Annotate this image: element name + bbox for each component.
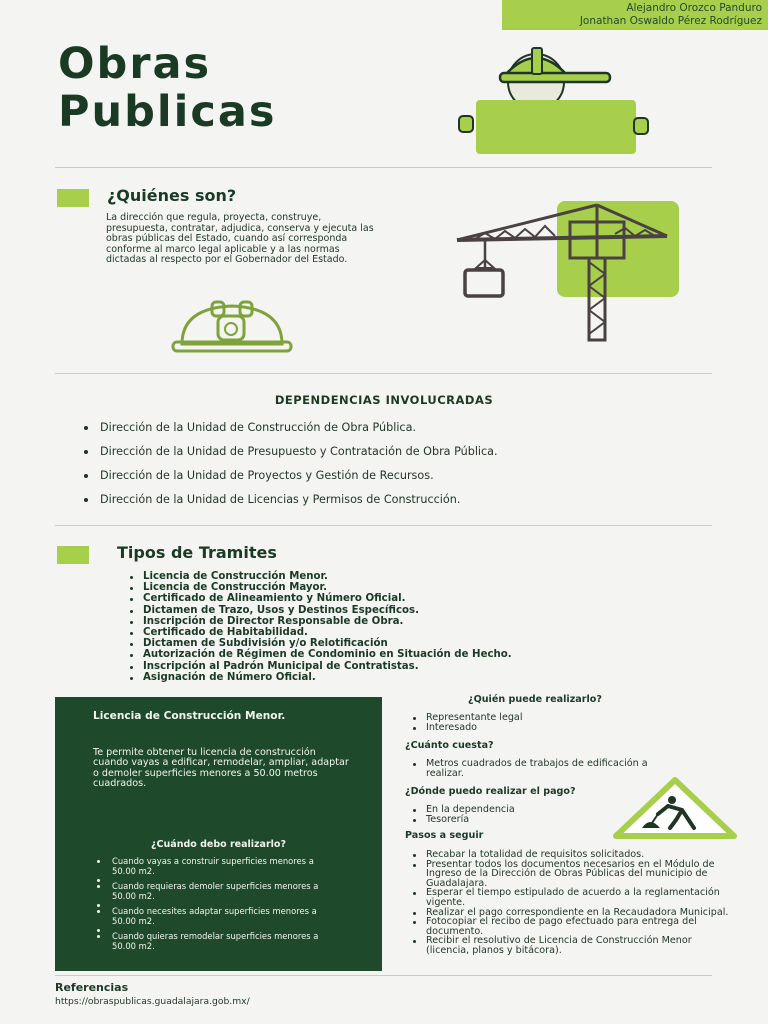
divider: [55, 373, 712, 374]
quienes-text: La dirección que regula, proyecta, construye, presupuesta, contratar, adjudica, conserva y ejecuta las obras públicas del Estado, cuando así corresponda conforme al marco legal aplicable y a las normas dictadas al respecto por el Gobernador del Estado.: [106, 212, 374, 266]
list-item: Inscripción al Padrón Municipal de Contratistas.: [130, 661, 512, 672]
list-item: Cuando quieras remodelar superficies menores a 50.00 m2.: [97, 932, 337, 951]
list-item: Tesorería: [413, 815, 515, 825]
authors-banner: [502, 0, 768, 30]
licencia-description: Te permite obtener tu licencia de construcción cuando vayas a edificar, remodelar, ampliar, adaptar o demoler superficies menores a 50.00 metros cuadrados.: [93, 747, 349, 789]
list-item: Cuando vayas a construir superficies menores a 50.00 m2.: [97, 857, 337, 876]
list-item: Fotocopiar el recibo de pago efectuado para entrega del documento.: [413, 917, 731, 936]
list-item: En la dependencia: [413, 805, 515, 815]
who-heading: ¿Quién puede realizarlo?: [468, 694, 602, 705]
worker-illustration-icon: [456, 44, 652, 156]
list-item: Dirección de la Unidad de Licencias y Permisos de Construcción.: [84, 492, 498, 516]
accent-square: [57, 546, 89, 564]
list-item: Dictamen de Trazo, Usos y Destinos Específicos.: [130, 605, 512, 616]
list-item: Interesado: [413, 723, 522, 733]
reference-link[interactable]: https://obraspublicas.guadalajara.gob.mx/: [55, 996, 250, 1007]
list-item: Asignación de Número Oficial.: [130, 672, 512, 683]
accent-square: [57, 189, 89, 207]
quienes-heading: ¿Quiénes son?: [107, 186, 237, 205]
cost-heading: ¿Cuánto cuesta?: [405, 740, 494, 751]
list-item: Cuando requieras demoler superficies menores a 50.00 m2.: [97, 882, 337, 901]
crane-icon: [455, 198, 681, 344]
page-title: [58, 40, 277, 136]
list-item: Dirección de la Unidad de Presupuesto y Contratación de Obra Pública.: [84, 444, 498, 468]
divider: [55, 975, 712, 976]
list-item: Dictamen de Subdivisión y/o Relotificación: [130, 638, 512, 649]
references-heading: Referencias: [55, 981, 129, 994]
list-item: Metros cuadrados de trabajos de edificación a realizar.: [413, 759, 653, 778]
list-item: Dirección de la Unidad de Proyectos y Gestión de Recursos.: [84, 468, 498, 492]
dependencias-heading: DEPENDENCIAS INVOLUCRADAS: [274, 393, 494, 407]
list-item: Realizar el pago correspondiente en la Recaudadora Municipal.: [413, 908, 731, 918]
list-item: Recabar la totalidad de requisitos solicitados.: [413, 850, 731, 860]
where-heading: ¿Dónde puedo realizar el pago?: [405, 786, 576, 797]
list-item: Autorización de Régimen de Condominio en Situación de Hecho.: [130, 649, 512, 660]
where-list: [413, 805, 515, 824]
author-2: Jonathan Oswaldo Pérez Rodríguez: [579, 15, 762, 27]
list-item: Licencia de Construcción Menor.: [130, 571, 512, 582]
tramites-list: [130, 571, 512, 683]
steps-list: [413, 850, 731, 956]
steps-heading: Pasos a seguir: [405, 830, 484, 841]
list-item: Inscripción de Director Responsable de Obra.: [130, 616, 512, 627]
men-at-work-sign-icon: [612, 776, 738, 840]
list-item: Certificado de Alineamiento y Número Oficial.: [130, 593, 512, 604]
list-item: Esperar el tiempo estipulado de acuerdo a la reglamentación vigente.: [413, 888, 731, 907]
author-1: Alejandro Orozco Panduro: [626, 2, 762, 14]
when-list: [97, 857, 337, 951]
licencia-panel: [55, 697, 382, 971]
list-item: Presentar todos los documentos necesarios en el Módulo de Ingreso de la Dirección de Obras Públicas del municipio de Guadalajara.: [413, 860, 731, 889]
list-item: Representante legal: [413, 713, 522, 723]
list-item: Licencia de Construcción Mayor.: [130, 582, 512, 593]
divider: [55, 525, 712, 526]
hard-hat-icon: [170, 300, 294, 356]
list-item: Recibir el resolutivo de Licencia de Construcción Menor (licencia, planos y bitácora).: [413, 936, 731, 955]
tramites-heading: Tipos de Tramites: [117, 543, 277, 562]
list-item: Dirección de la Unidad de Construcción de Obra Pública.: [84, 420, 498, 444]
title-line-2: Publicas: [58, 87, 277, 137]
when-heading: ¿Cuándo debo realizarlo?: [151, 839, 286, 850]
dependencias-list: [84, 420, 498, 516]
who-list: [413, 713, 522, 732]
licencia-title: Licencia de Construcción Menor.: [93, 710, 286, 722]
list-item: Cuando necesites adaptar superficies menores a 50.00 m2.: [97, 907, 337, 926]
divider: [55, 167, 712, 168]
title-line-1: Obras: [58, 39, 212, 89]
list-item: Certificado de Habitabilidad.: [130, 627, 512, 638]
